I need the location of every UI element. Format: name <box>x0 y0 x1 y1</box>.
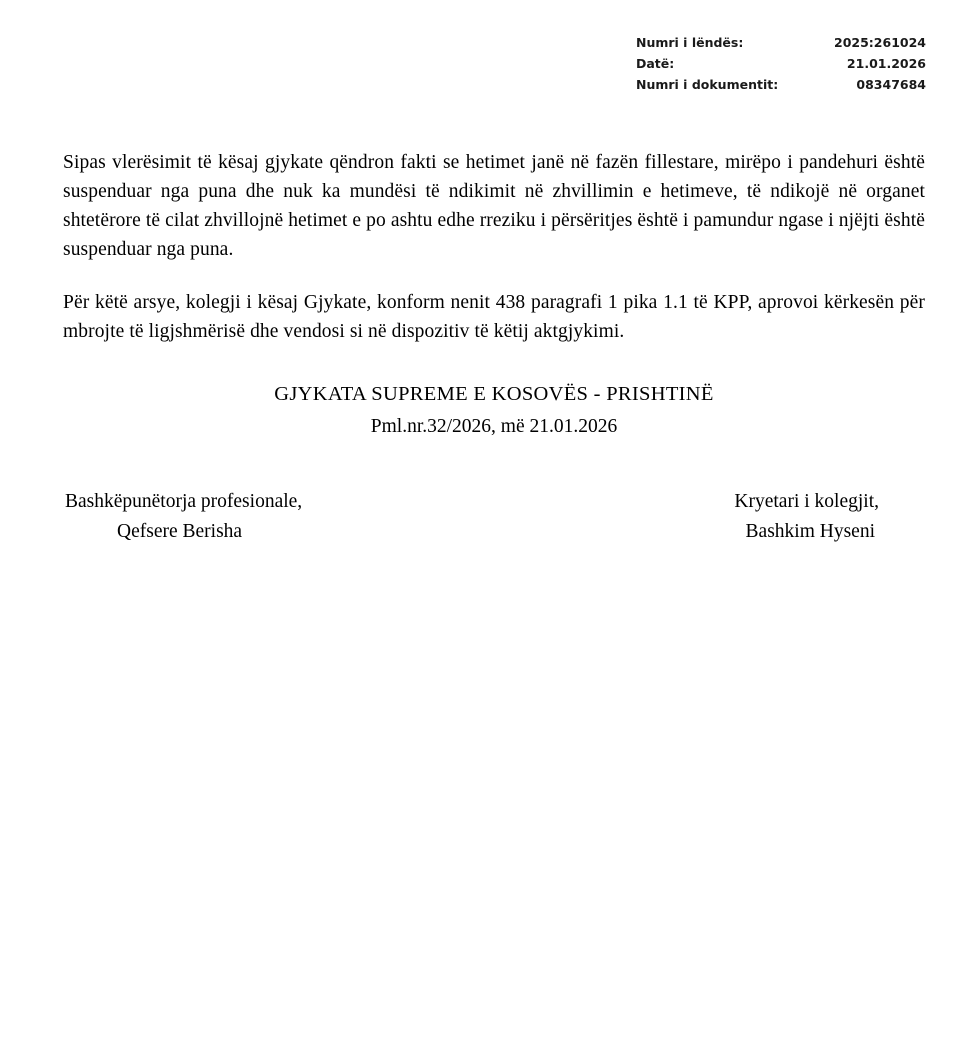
metadata-row-document-number <box>636 74 926 95</box>
body-paragraph-1: Sipas vlerësimit të kësaj gjykate qëndron fakti se hetimet janë në fazën fillestare, mirëpo i pandehuri është suspenduar nga puna dhe nuk ka mundësi të ndikimit në zhvillimin e hetimeve, të ndikojë në organet shtetërore të cilat zhvillojnë hetimet e po ashtu edhe rreziku i përsëritjes është i pamundur ngase i njëjti është suspenduar nga puna. <box>63 152 925 260</box>
body-paragraph-2: Për këtë arsye, kolegji i kësaj Gjykate, konform nenit 438 paragrafi 1 pika 1.1 të KPP, aprovoi kërkesën për mbrojte të ligjshmërisë dhe vendosi si në dispozitiv të këtij aktgjykimi. <box>63 292 925 342</box>
court-block <box>63 380 925 441</box>
document-body <box>63 148 925 547</box>
signature-left-role: Bashkëpunëtorja profesionale, <box>65 491 303 512</box>
case-number-value: 2025:261024 <box>834 35 926 50</box>
signature-block <box>63 487 925 547</box>
date-value: 21.01.2026 <box>846 56 926 71</box>
document-number-value: 08347684 <box>856 77 926 92</box>
document-number-label: Numri i dokumentit: <box>636 77 779 92</box>
signature-right-role: Kryetari i kolegjit, <box>734 491 879 512</box>
signature-left-name: Qefsere Berisha <box>117 521 243 542</box>
court-title: GJYKATA SUPREME E KOSOVËS - PRISHTINË <box>274 383 714 405</box>
case-number-label: Numri i lëndës: <box>636 35 744 50</box>
signature-right <box>482 487 925 547</box>
metadata-row-date <box>636 53 926 74</box>
signature-right-name: Bashkim Hyseni <box>745 521 875 542</box>
metadata-row-case-number <box>636 32 926 53</box>
document-metadata <box>636 32 926 95</box>
court-reference: Pml.nr.32/2026, më 21.01.2026 <box>370 416 618 437</box>
date-label: Datë: <box>636 56 675 71</box>
signature-left <box>63 487 462 547</box>
